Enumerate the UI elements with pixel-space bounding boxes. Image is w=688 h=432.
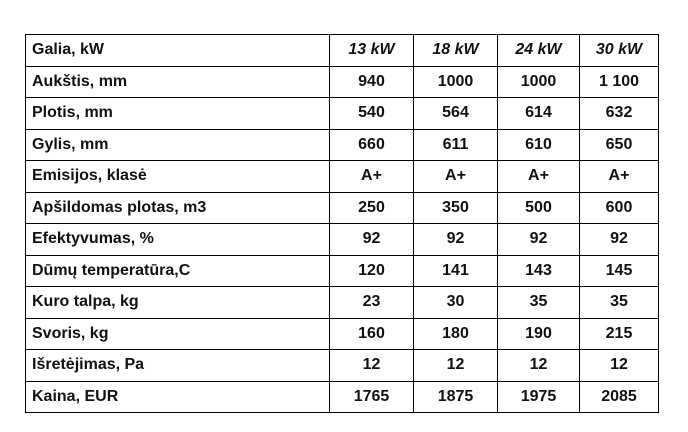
table-row-height — [26, 66, 659, 98]
cell-value: 1 100 — [580, 66, 659, 98]
cell-value: 650 — [580, 129, 659, 161]
cell-value: A+ — [330, 161, 414, 193]
cell-value: 12 — [330, 350, 414, 382]
cell-value: 600 — [580, 192, 659, 224]
row-label: Kaina, EUR — [26, 381, 330, 413]
cell-value: 145 — [580, 255, 659, 287]
cell-value: 92 — [414, 224, 498, 256]
specifications-table-container — [25, 34, 658, 413]
table-row-flue-temperature — [26, 255, 659, 287]
table-row-fuel-capacity — [26, 287, 659, 319]
cell-value: 1000 — [414, 66, 498, 98]
table-row-emission-class — [26, 161, 659, 193]
cell-value: 350 — [414, 192, 498, 224]
row-label: Svoris, kg — [26, 318, 330, 350]
row-label: Dūmų temperatūra,C — [26, 255, 330, 287]
cell-value: 540 — [330, 98, 414, 130]
table-row-efficiency — [26, 224, 659, 256]
cell-value: 2085 — [580, 381, 659, 413]
cell-value: 564 — [414, 98, 498, 130]
cell-value: 35 — [498, 287, 580, 319]
cell-value: 35 — [580, 287, 659, 319]
row-label: Gylis, mm — [26, 129, 330, 161]
cell-value: A+ — [580, 161, 659, 193]
cell-value: 141 — [414, 255, 498, 287]
table-row-depth — [26, 129, 659, 161]
table-row-price — [26, 381, 659, 413]
row-label: Efektyvumas, % — [26, 224, 330, 256]
row-label: Kuro talpa, kg — [26, 287, 330, 319]
header-col-30kw: 30 kW — [580, 35, 659, 67]
header-col-18kw: 18 kW — [414, 35, 498, 67]
header-col-24kw: 24 kW — [498, 35, 580, 67]
cell-value: 92 — [580, 224, 659, 256]
table-row-draft — [26, 350, 659, 382]
cell-value: 92 — [498, 224, 580, 256]
cell-value: 940 — [330, 66, 414, 98]
cell-value: 23 — [330, 287, 414, 319]
cell-value: 190 — [498, 318, 580, 350]
header-label: Galia, kW — [26, 35, 330, 67]
cell-value: 614 — [498, 98, 580, 130]
table-row-weight — [26, 318, 659, 350]
row-label: Emisijos, klasė — [26, 161, 330, 193]
cell-value: 12 — [498, 350, 580, 382]
cell-value: 660 — [330, 129, 414, 161]
cell-value: 12 — [414, 350, 498, 382]
header-col-13kw: 13 kW — [330, 35, 414, 67]
cell-value: 1975 — [498, 381, 580, 413]
table-row-width — [26, 98, 659, 130]
cell-value: 500 — [498, 192, 580, 224]
cell-value: 30 — [414, 287, 498, 319]
cell-value: 180 — [414, 318, 498, 350]
specifications-table — [25, 34, 659, 413]
header-row — [26, 35, 659, 67]
row-label: Apšildomas plotas, m3 — [26, 192, 330, 224]
cell-value: A+ — [414, 161, 498, 193]
cell-value: 92 — [330, 224, 414, 256]
cell-value: 1000 — [498, 66, 580, 98]
cell-value: 1765 — [330, 381, 414, 413]
cell-value: 120 — [330, 255, 414, 287]
cell-value: A+ — [498, 161, 580, 193]
row-label: Aukštis, mm — [26, 66, 330, 98]
cell-value: 250 — [330, 192, 414, 224]
cell-value: 160 — [330, 318, 414, 350]
row-label: Plotis, mm — [26, 98, 330, 130]
cell-value: 1875 — [414, 381, 498, 413]
cell-value: 610 — [498, 129, 580, 161]
cell-value: 143 — [498, 255, 580, 287]
cell-value: 215 — [580, 318, 659, 350]
table-row-heated-area — [26, 192, 659, 224]
cell-value: 632 — [580, 98, 659, 130]
cell-value: 12 — [580, 350, 659, 382]
row-label: Išretėjimas, Pa — [26, 350, 330, 382]
cell-value: 611 — [414, 129, 498, 161]
